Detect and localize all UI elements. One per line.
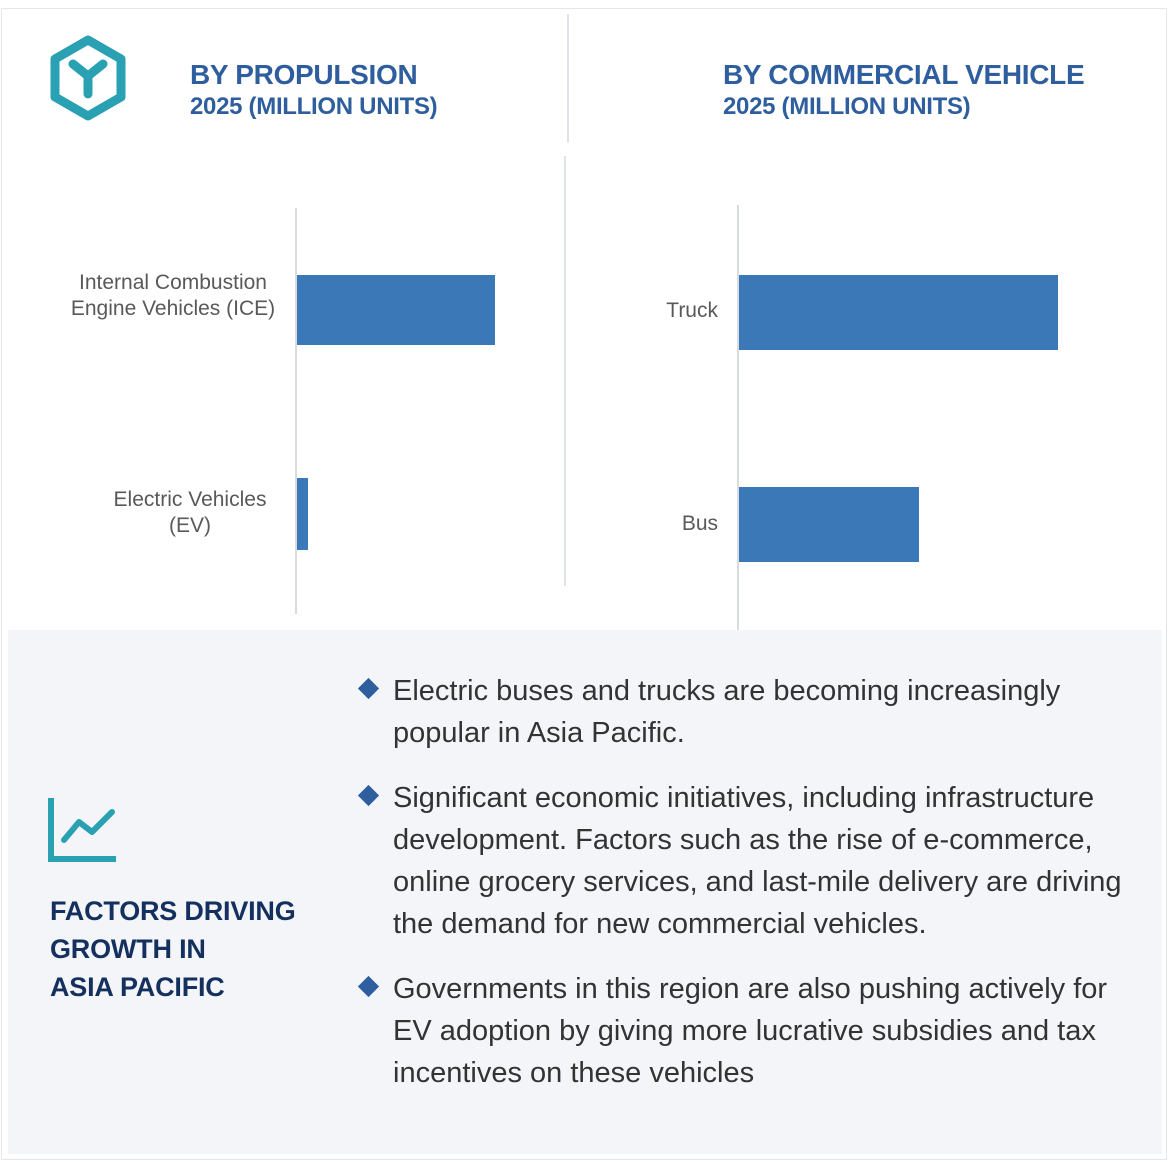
bar-truck: [739, 275, 1058, 350]
category-label-ice: Internal Combustion Engine Vehicles (ICE): [70, 271, 276, 320]
category-label-bus: Bus: [681, 512, 718, 535]
commercial-vehicle-subtitle: 2025 (MILLION UNITS): [723, 93, 971, 120]
cube-logo-icon: [47, 34, 129, 122]
bar-ev: [297, 478, 308, 550]
bar-bus: [739, 487, 919, 562]
factor-text: Electric buses and trucks are becoming increasingly popular in Asia Pacific.: [393, 675, 1061, 749]
commercial-vehicle-y-axis: [737, 205, 739, 630]
diamond-bullet-icon: [358, 785, 379, 806]
factors-title: [50, 892, 340, 1006]
factors-title-line-3: ASIA PACIFIC: [50, 972, 225, 1002]
factor-item: [355, 968, 1145, 1094]
factor-text: Governments in this region are also pushing actively for EV adoption by giving more lucrative subsidies and tax incentives on these vehicles: [393, 973, 1108, 1089]
commercial-vehicle-title: BY COMMERCIAL VEHICLE: [723, 59, 1085, 90]
diamond-bullet-icon: [358, 976, 379, 997]
factor-item: [355, 670, 1145, 754]
bar-ice: [297, 275, 495, 345]
category-label-ev: Electric Vehicles (EV): [113, 488, 267, 537]
propulsion-subtitle: 2025 (MILLION UNITS): [190, 93, 438, 120]
diamond-bullet-icon: [358, 678, 379, 699]
line-chart-icon: [48, 796, 118, 864]
factor-text: Significant economic initiatives, including infrastructure development. Factors such as the rise of e-commerce, online grocery services, and last-mile delivery are driving the demand for new commercial vehicles.: [393, 782, 1122, 940]
commercial-vehicle-header: [723, 58, 1084, 122]
propulsion-y-axis: [295, 208, 297, 614]
chart-divider: [564, 156, 566, 586]
factor-item: [355, 777, 1145, 945]
propulsion-header: [190, 58, 437, 122]
factors-list: [355, 670, 1145, 1117]
header-divider: [567, 14, 569, 142]
category-label-truck: Truck: [666, 299, 718, 322]
propulsion-title: BY PROPULSION: [190, 59, 418, 90]
factors-title-line-2: GROWTH IN: [50, 934, 206, 964]
factors-title-line-1: FACTORS DRIVING: [50, 896, 296, 926]
